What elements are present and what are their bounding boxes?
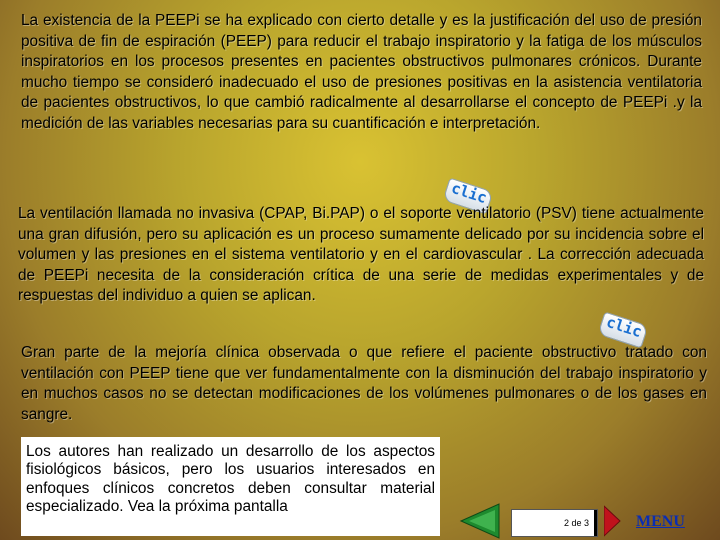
prev-arrow-icon[interactable] <box>459 502 503 540</box>
note-text: Los autores han realizado un desarrollo de los aspectos fisiológicos básicos, pero los usuarios interesados en enfoques clínicos concretos deben consultar material especializado. Vea la próxima pantalla <box>26 443 435 516</box>
page-indicator-button[interactable] <box>511 509 598 537</box>
page-indicator: 2 de 3 <box>563 518 589 528</box>
paragraph-clinical-improvement: Gran parte de la mejoría clínica observada o que refiere el paciente obstructivo tratado con ventilación con PEEP tiene que ver fundamentalmente con la disminución del trabajo inspiratorio y en muchos casos no se detectan modificaciones de los volúmenes pulmonares o de los gases en sangre. <box>21 344 707 423</box>
menu-link[interactable]: MENU <box>636 513 685 530</box>
note-box <box>21 437 440 536</box>
paragraph-peepi-intro: La existencia de la PEEPi se ha explicado con cierto detalle y es la justificación del uso de presión positiva de fin de espiración (PEEP) para reducir el trabajo inspiratorio y la fatiga de los músculos inspiratorios en los procesos presentes en pacientes obstructivos pulmonares crónicos. Durante mucho tiempo se consideró inadecuado el uso de presiones positivas en la asistencia ventilatoria de pacientes obstructivos, lo que cambió radicalmente al desarrollarse el concepto de PEEPi .y la medición de las variables necesarias para su cuantificación e interpretación. <box>21 12 702 132</box>
clic-label: clic <box>449 178 490 208</box>
page-indicator-bar <box>594 510 597 536</box>
clic-label: clic <box>604 312 645 342</box>
clic-button[interactable] <box>594 312 648 345</box>
next-arrow-icon[interactable] <box>604 502 622 540</box>
paragraph-noninvasive-ventilation: La ventilación llamada no invasiva (CPAP, Bi.PAP) o el soporte ventilatorio (PSV) tiene actualmente una gran difusión, pero su aplicación es un proceso sumamente delicado por su incidencia sobre el volumen y las presiones en el sistema ventilatorio y en el cardiovascular . La corrección adecuada de PEEPi necesita de la consideración crítica de una serie de medidas experimentales y de respuestas del individuo a quien se aplican. <box>18 205 704 305</box>
